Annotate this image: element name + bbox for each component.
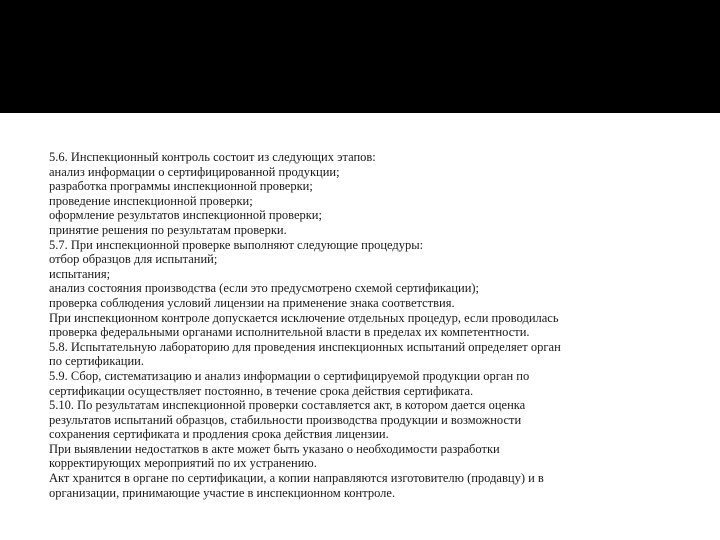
text-line: 5.9. Сбор, систематизацию и анализ информации о сертифицируемой продукции орган по bbox=[49, 368, 530, 383]
text-line: анализ состояния производства (если это предусмотрено схемой сертификации); bbox=[49, 281, 480, 296]
text-line: 5.7. При инспекционной проверке выполняют следующие процедуры: bbox=[49, 237, 424, 252]
text-line: 5.6. Инспекционный контроль состоит из следующих этапов: bbox=[49, 150, 376, 164]
text-line: При выявлении недостатков в акте может быть указано о необходимости разработки bbox=[49, 441, 500, 456]
text-line: организации, принимающие участие в инспекционном контроле. bbox=[49, 485, 396, 500]
text-line: отбор образцов для испытаний; bbox=[49, 252, 218, 267]
text-line: 5.8. Испытательную лабораторию для проведения инспекционных испытаний определяет орган bbox=[49, 339, 561, 354]
text-line: проведение инспекционной проверки; bbox=[49, 193, 253, 208]
header-band bbox=[0, 0, 720, 113]
text-line: При инспекционном контроле допускается исключение отдельных процедур, если проводилась bbox=[49, 310, 559, 325]
text-line: сертификации осуществляет постоянно, в течение срока действия сертификата. bbox=[49, 383, 474, 398]
text-line: анализ информации о сертифицированной продукции; bbox=[49, 164, 340, 179]
text-line: разработка программы инспекционной проверки; bbox=[49, 179, 313, 194]
text-line: корректирующих мероприятий по их устранению. bbox=[49, 456, 317, 471]
text-line: по сертификации. bbox=[49, 354, 144, 369]
text-line: испытания; bbox=[49, 266, 111, 281]
text-line: результатов испытаний образцов, стабильности производства продукции и возможности bbox=[49, 412, 522, 427]
text-line: сохранения сертификата и продления срока действия лицензии. bbox=[49, 427, 389, 442]
text-line: 5.10. По результатам инспекционной проверки составляется акт, в котором дается оценка bbox=[49, 398, 526, 413]
text-line: проверка соблюдения условий лицензии на применение знака соответствия. bbox=[49, 295, 455, 310]
text-line: Акт хранится в органе по сертификации, а копии направляются изготовителю (продавцу) и в bbox=[49, 471, 544, 486]
text-line: принятие решения по результатам проверки. bbox=[49, 222, 287, 237]
body-text bbox=[49, 150, 679, 500]
text-line: проверка федеральными органами исполнительной власти в пределах их компетентности. bbox=[49, 325, 530, 340]
text-line: оформление результатов инспекционной проверки; bbox=[49, 208, 322, 223]
